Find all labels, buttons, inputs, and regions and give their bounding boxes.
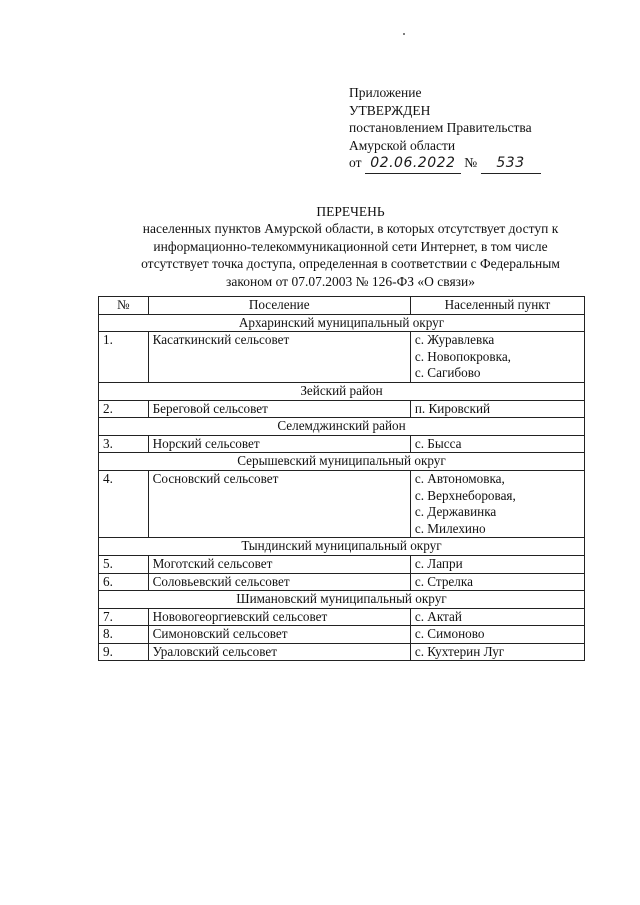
locality-cell bbox=[410, 626, 584, 644]
locality-cell bbox=[410, 435, 584, 453]
settlement-name: Нововогеоргиевский сельсовет bbox=[148, 608, 410, 626]
row-number: 4. bbox=[99, 470, 149, 537]
row-number: 7. bbox=[99, 608, 149, 626]
table-row bbox=[99, 626, 585, 644]
locality-cell bbox=[410, 332, 584, 383]
settlement-name: Ураловский сельсовет bbox=[148, 643, 410, 661]
region-name: Селемджинский район bbox=[99, 418, 585, 436]
locality-name: с. Новопокровка, bbox=[414, 348, 511, 364]
header-num: № bbox=[99, 297, 149, 315]
title-line-2: информационно-телекоммуникационной сети Интернет, в том числе bbox=[153, 238, 548, 254]
table-row bbox=[99, 608, 585, 626]
settlement-name: Моготский сельсовет bbox=[148, 555, 410, 573]
region-name: Архаринский муниципальный округ bbox=[99, 314, 585, 332]
region-label: Амурской области bbox=[349, 137, 456, 153]
handwritten-number: 533 bbox=[496, 155, 525, 171]
locality-name: с. Кухтерин Луг bbox=[414, 643, 505, 659]
settlement-name: Норский сельсовет bbox=[148, 435, 410, 453]
date-number-line bbox=[349, 154, 541, 174]
table-row bbox=[99, 435, 585, 453]
table-header-row bbox=[99, 297, 585, 315]
row-number: 9. bbox=[99, 643, 149, 661]
date-field bbox=[365, 154, 461, 174]
locality-cell bbox=[410, 470, 584, 537]
settlement-name: Береговой сельсовет bbox=[148, 400, 410, 418]
approved-label: УТВЕРЖДЕН bbox=[349, 102, 431, 118]
header-locality: Населенный пункт bbox=[410, 297, 584, 315]
title-line-4: законом от 07.07.2003 № 126-ФЗ «О связи» bbox=[226, 273, 475, 289]
appendix-label: Приложение bbox=[349, 85, 422, 100]
row-number: 8. bbox=[99, 626, 149, 644]
handwritten-date: 02.06.2022 bbox=[370, 155, 456, 171]
table-row bbox=[99, 400, 585, 418]
locality-cell bbox=[410, 400, 584, 418]
settlement-name: Симоновский сельсовет bbox=[148, 626, 410, 644]
table-row bbox=[99, 470, 585, 537]
region-name: Шимановский муниципальный округ bbox=[99, 591, 585, 609]
region-name: Тындинский муниципальный округ bbox=[99, 538, 585, 556]
locality-name: с. Милехино bbox=[414, 520, 486, 536]
number-prefix: № bbox=[464, 155, 478, 170]
approval-block bbox=[349, 84, 541, 174]
region-name: Серышевский муниципальный округ bbox=[99, 453, 585, 471]
document-title bbox=[108, 203, 593, 290]
locality-name: с. Бысса bbox=[414, 435, 462, 451]
locality-cell bbox=[410, 643, 584, 661]
settlement-name: Сосновский сельсовет bbox=[148, 470, 410, 537]
locality-name: с. Автономовка, bbox=[414, 470, 505, 486]
scan-speck bbox=[403, 33, 405, 35]
locality-name: с. Актай bbox=[414, 608, 462, 624]
region-row bbox=[99, 418, 585, 436]
row-number: 3. bbox=[99, 435, 149, 453]
row-number: 1. bbox=[99, 332, 149, 383]
table-row bbox=[99, 555, 585, 573]
region-row bbox=[99, 314, 585, 332]
locality-name: с. Сагибово bbox=[414, 365, 481, 381]
region-row bbox=[99, 453, 585, 471]
region-name: Зейский район bbox=[99, 382, 585, 400]
date-prefix: от bbox=[349, 155, 362, 170]
table-row bbox=[99, 643, 585, 661]
settlement-name: Касаткинский сельсовет bbox=[148, 332, 410, 383]
region-row bbox=[99, 538, 585, 556]
table-row bbox=[99, 332, 585, 383]
locality-name: с. Журавлевка bbox=[414, 332, 495, 348]
locality-name: с. Лапри bbox=[414, 555, 463, 571]
table-row bbox=[99, 573, 585, 591]
settlement-name: Соловьевский сельсовет bbox=[148, 573, 410, 591]
header-settlement: Поселение bbox=[148, 297, 410, 315]
region-row bbox=[99, 591, 585, 609]
locality-cell bbox=[410, 608, 584, 626]
locality-name: с. Стрелка bbox=[414, 573, 473, 589]
row-number: 5. bbox=[99, 555, 149, 573]
region-row bbox=[99, 382, 585, 400]
locality-name: с. Верхнеборовая, bbox=[414, 487, 516, 503]
locality-name: с. Симоново bbox=[414, 626, 485, 642]
decree-label: постановлением Правительства bbox=[349, 120, 532, 135]
title-line-3: отсутствует точка доступа, определенная в соответствии с Федеральным bbox=[141, 256, 560, 272]
locality-name: п. Кировский bbox=[414, 400, 491, 416]
table-body bbox=[99, 314, 585, 661]
row-number: 6. bbox=[99, 573, 149, 591]
locality-cell bbox=[410, 555, 584, 573]
title-heading: ПЕРЕЧЕНЬ bbox=[316, 204, 385, 219]
row-number: 2. bbox=[99, 400, 149, 418]
title-line-1: населенных пунктов Амурской области, в которых отсутствует доступ к bbox=[142, 221, 559, 237]
locality-name: с. Державинка bbox=[414, 504, 497, 520]
locality-cell bbox=[410, 573, 584, 591]
number-field bbox=[481, 154, 541, 174]
localities-table bbox=[98, 296, 585, 661]
